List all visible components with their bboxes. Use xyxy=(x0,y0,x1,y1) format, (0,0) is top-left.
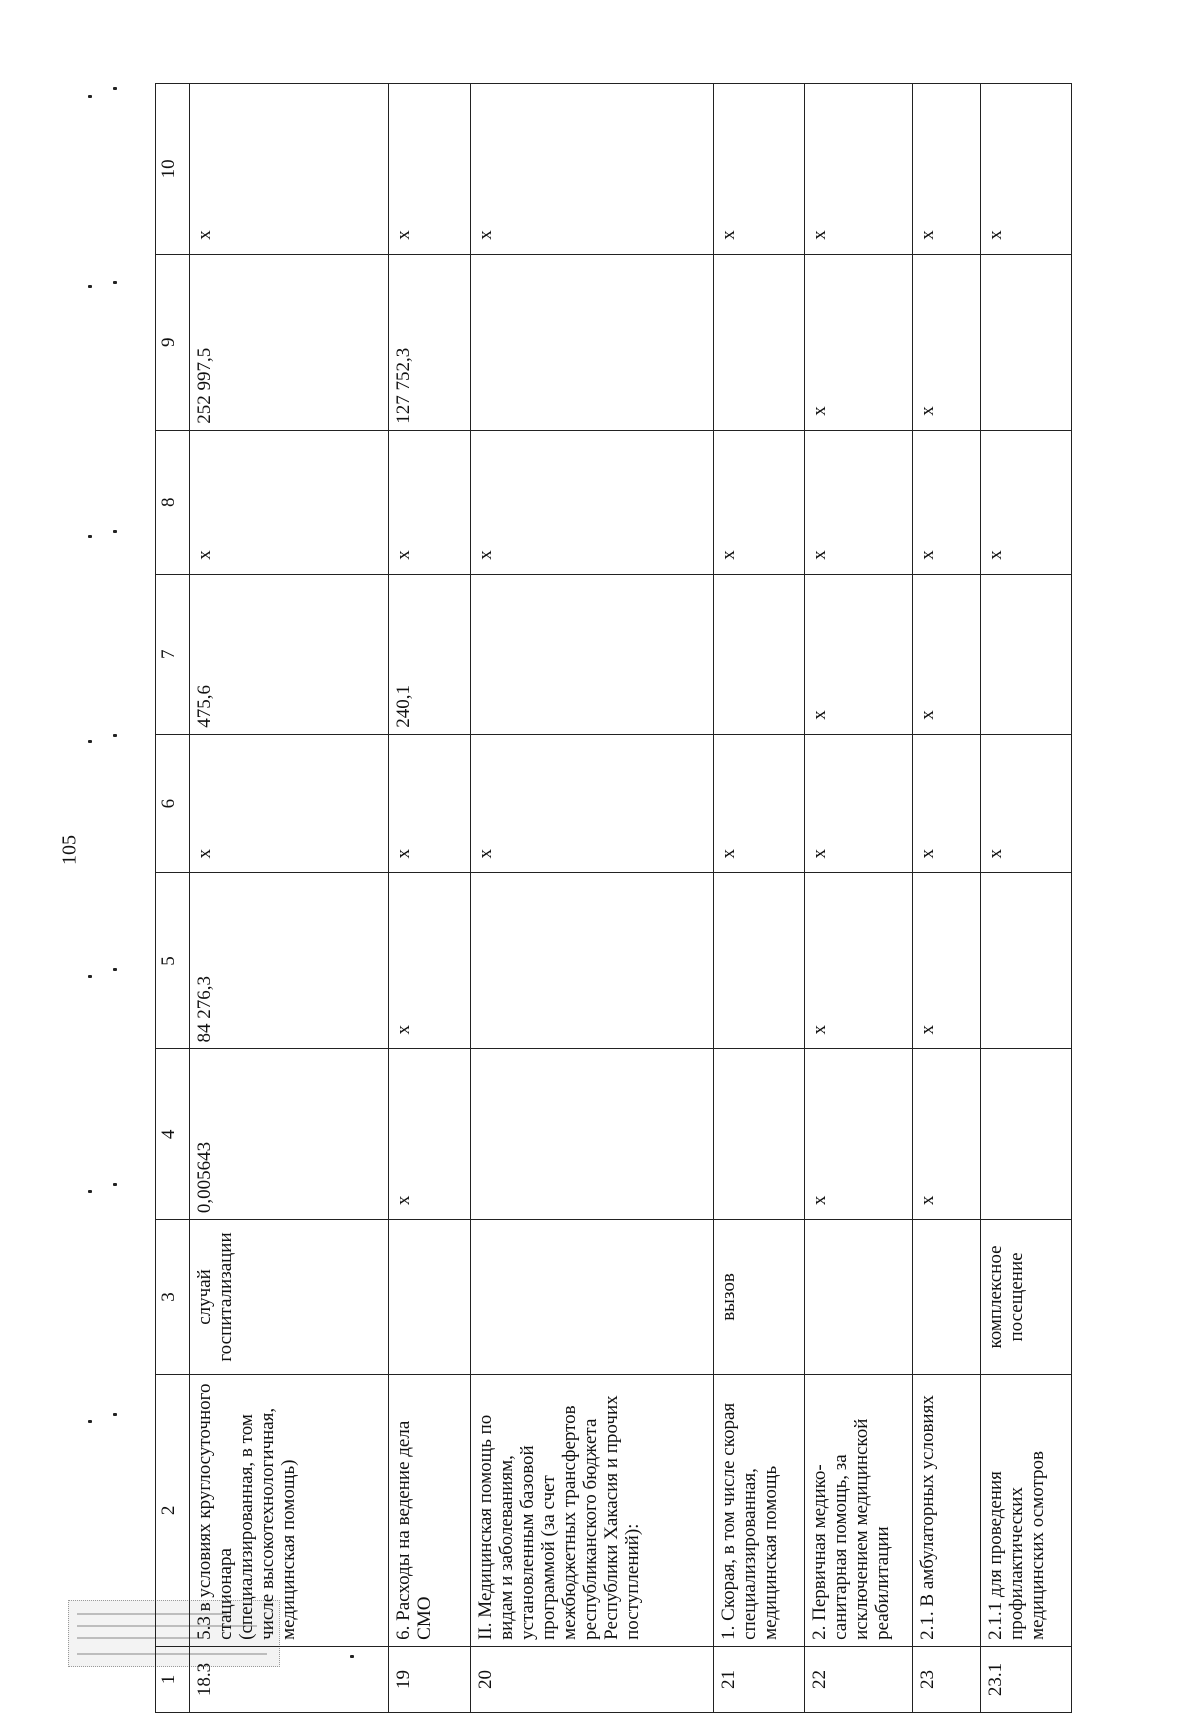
scan-dot xyxy=(88,1420,92,1423)
row-number: 18.3 xyxy=(190,1646,389,1712)
row-label: 6. Расходы на ведение дела СМО xyxy=(388,1374,470,1646)
value-cell: х xyxy=(980,84,1071,255)
value-cell: х xyxy=(804,430,913,574)
value-cell: х xyxy=(980,734,1071,873)
value-cell: х xyxy=(388,430,470,574)
column-header: 1 xyxy=(156,1646,190,1712)
scan-dot xyxy=(113,734,117,737)
value-cell xyxy=(470,574,714,734)
row-number: 20 xyxy=(470,1646,714,1712)
column-header: 3 xyxy=(156,1220,190,1375)
scan-dot xyxy=(113,968,117,971)
value-cell: х xyxy=(913,254,980,430)
scan-dot xyxy=(88,535,92,538)
table-row xyxy=(714,84,804,1713)
value-cell xyxy=(470,873,714,1049)
value-cell: х xyxy=(804,734,913,873)
value-cell: х xyxy=(913,574,980,734)
value-cell: х xyxy=(470,734,714,873)
row-number: 22 xyxy=(804,1646,913,1712)
value-cell: х xyxy=(388,1049,470,1220)
table-row xyxy=(190,84,389,1713)
value-cell xyxy=(714,574,804,734)
value-cell: х xyxy=(190,430,389,574)
unit-cell: случай госпитализации xyxy=(190,1220,389,1375)
value-cell: 0,005643 xyxy=(190,1049,389,1220)
value-cell: х xyxy=(714,430,804,574)
value-cell: х xyxy=(388,873,470,1049)
table-row xyxy=(470,84,714,1713)
column-header: 9 xyxy=(156,254,190,430)
scan-dot xyxy=(113,87,117,90)
column-header: 10 xyxy=(156,84,190,255)
unit-cell xyxy=(913,1220,980,1375)
value-cell: х xyxy=(913,873,980,1049)
value-cell xyxy=(714,873,804,1049)
value-cell: 84 276,3 xyxy=(190,873,389,1049)
column-header: 5 xyxy=(156,873,190,1049)
value-cell: х xyxy=(804,1049,913,1220)
row-label: 2.1.1 для проведения профилактических медицинских осмотров xyxy=(980,1374,1071,1646)
scan-dot xyxy=(88,95,92,98)
column-header: 4 xyxy=(156,1049,190,1220)
row-number: 23 xyxy=(913,1646,980,1712)
value-cell: х xyxy=(190,734,389,873)
value-cell xyxy=(470,254,714,430)
value-cell: х xyxy=(913,84,980,255)
table-container xyxy=(155,83,1072,1713)
header-row xyxy=(156,84,190,1713)
table-row xyxy=(913,84,980,1713)
value-cell: х xyxy=(804,84,913,255)
value-cell: х xyxy=(470,84,714,255)
unit-cell: вызов xyxy=(714,1220,804,1375)
column-header: 6 xyxy=(156,734,190,873)
value-cell xyxy=(980,574,1071,734)
value-cell: х xyxy=(714,734,804,873)
unit-cell: комплексное посещение xyxy=(980,1220,1071,1375)
value-cell: х xyxy=(913,1049,980,1220)
column-header: 2 xyxy=(156,1374,190,1646)
value-cell: 475,6 xyxy=(190,574,389,734)
value-cell: 127 752,3 xyxy=(388,254,470,430)
row-number: 23.1 xyxy=(980,1646,1071,1712)
scan-dot xyxy=(113,1413,117,1416)
value-cell: х xyxy=(913,734,980,873)
value-cell: х xyxy=(980,430,1071,574)
row-label: 2. Первичная медико-санитарная помощь, за исключением медицинской реабилитации xyxy=(804,1374,913,1646)
table-row xyxy=(804,84,913,1713)
value-cell: 240,1 xyxy=(388,574,470,734)
unit-cell xyxy=(388,1220,470,1375)
row-label: II. Медицинская помощь по видам и заболеваниям, установленным базовой программой (за счет межбюджетных трансфертов республиканского бюджета Республики Хакасия и прочих поступлений): xyxy=(470,1374,714,1646)
table-row xyxy=(388,84,470,1713)
value-cell xyxy=(470,1049,714,1220)
scan-dot xyxy=(113,1183,117,1186)
value-cell: 252 997,5 xyxy=(190,254,389,430)
value-cell: х xyxy=(388,734,470,873)
unit-cell xyxy=(804,1220,913,1375)
scan-dot xyxy=(113,281,117,284)
row-number: 21 xyxy=(714,1646,804,1712)
scan-dot xyxy=(88,1190,92,1193)
value-cell: х xyxy=(714,84,804,255)
scan-dot xyxy=(113,530,117,533)
scan-dot xyxy=(88,740,92,743)
value-cell: х xyxy=(913,430,980,574)
row-label: 2.1. В амбулаторных условиях xyxy=(913,1374,980,1646)
value-cell xyxy=(980,1049,1071,1220)
value-cell: х xyxy=(804,873,913,1049)
value-cell xyxy=(714,254,804,430)
value-cell: х xyxy=(388,84,470,255)
value-cell xyxy=(980,254,1071,430)
column-header: 7 xyxy=(156,574,190,734)
row-label: 1. Скорая, в том числе скорая специализированная, медицинская помощь xyxy=(714,1374,804,1646)
scan-dot xyxy=(88,975,92,978)
row-label: 5.3 в условиях круглосуточного стационара (специализированная, в том числе высокотехнологичная, медицинская помощь) xyxy=(190,1374,389,1646)
data-table xyxy=(155,83,1072,1713)
value-cell: х xyxy=(804,254,913,430)
value-cell: х xyxy=(190,84,389,255)
table-row xyxy=(980,84,1071,1713)
value-cell xyxy=(980,873,1071,1049)
value-cell xyxy=(714,1049,804,1220)
row-number: 19 xyxy=(388,1646,470,1712)
page-number: 105 xyxy=(58,835,81,865)
value-cell: х xyxy=(804,574,913,734)
column-header: 8 xyxy=(156,430,190,574)
scan-dot xyxy=(88,285,92,288)
unit-cell xyxy=(470,1220,714,1375)
value-cell: х xyxy=(470,430,714,574)
